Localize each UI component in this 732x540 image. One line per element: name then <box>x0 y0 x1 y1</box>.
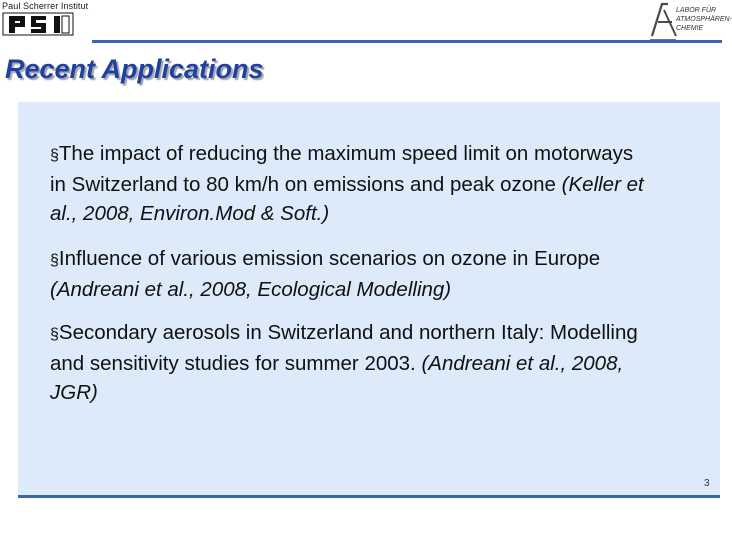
bullet-item <box>50 318 650 407</box>
bullet-marker: § <box>50 252 59 269</box>
lab-name-line: LABOR FÜR <box>676 7 717 14</box>
bullet-citation: (Keller et al., 2008, Environ.Mod & Soft.) <box>50 173 644 225</box>
page-number: 3 <box>704 478 710 489</box>
header-divider <box>92 40 722 43</box>
psi-logo <box>0 0 92 40</box>
bullet-text: The impact of reducing the maximum speed limit on motorways in Switzerland to 80 km/h on emissions and peak ozone <box>50 142 634 196</box>
bullet-text: Influence of various emission scenarios on ozone in Europe <box>58 247 601 270</box>
bullet-item <box>50 139 650 228</box>
lab-name-line: CHEMIE <box>676 25 704 32</box>
psi-logo-icon <box>2 12 74 36</box>
bullet-text: Secondary aerosols in Switzerland and northern Italy: Modelling and sensitivity studies for summer 2003. <box>50 321 638 375</box>
bullet-citation: (Andreani et al., 2008, Ecological Modelling) <box>50 278 452 301</box>
lab-name-line: ATMOSPHÄREN- <box>676 16 732 23</box>
bullet-marker: § <box>50 326 59 343</box>
footer-divider <box>18 495 720 498</box>
lab-name <box>676 6 732 33</box>
slide-title: Recent Applications <box>5 54 264 84</box>
institute-caption: Paul Scherrer Institut <box>2 1 89 11</box>
bullet-marker: § <box>50 147 59 164</box>
bullet-citation: (Andreani et al., 2008, JGR) <box>50 352 624 404</box>
bullet-item <box>50 244 650 304</box>
lab-logo <box>646 0 732 42</box>
